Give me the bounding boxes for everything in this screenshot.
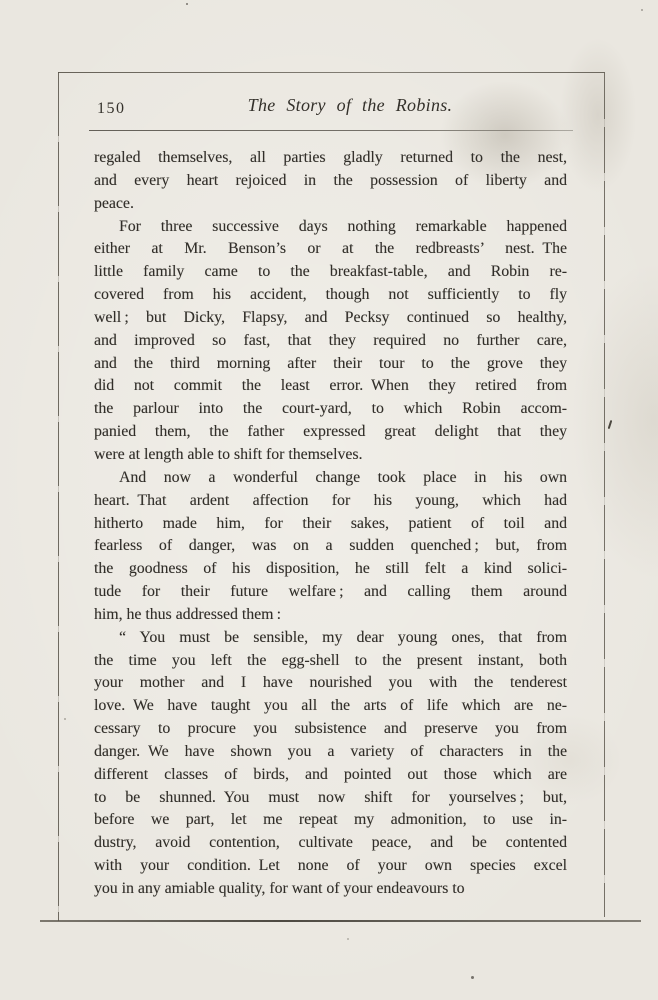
text-line: panied them, the father expressed great delight that they [94,423,567,441]
text-line: did not commit the least error. When they retired from [94,377,567,395]
page-frame-left [58,72,59,921]
text-line: well ; but Dicky, Flapsy, and Pecksy continued so healthy, [94,308,567,326]
text-line: and the third morning after their tour to the grove they [94,354,567,372]
text-line: and improved so fast, that they required no further care, [94,331,567,349]
scan-speck [186,3,188,5]
text-line: covered from his accident, though not sufficiently to fly [94,286,567,304]
text-line: and every heart rejoiced in the possession of liberty and [94,171,567,189]
text-line: peace. [94,194,134,212]
text-line: before we part, let me repeat my admonition, to use in- [94,811,567,829]
text-line: your mother and I have nourished you with the tenderest [94,674,567,692]
page-number: 150 [97,100,126,117]
text-line: little family came to the breakfast-table, and Robin re- [94,263,567,281]
page-frame-bottom [40,920,641,922]
text-line: “ You must be sensible, my dear young ones, that from [119,628,567,646]
text-line: the parlour into the court-yard, to which Robin accom- [94,400,567,418]
text-line: you in any amiable quality, for want of your endeavours to [94,880,465,897]
header-rule [89,130,573,131]
text-line: tude for their future welfare ; and calling them around [94,583,567,601]
text-line: regaled themselves, all parties gladly returned to the nest, [94,149,567,166]
scan-speck [347,938,349,940]
running-head-title: The Story of the Robins. [247,95,453,115]
text-line: For three successive days nothing remarkable happened [119,217,567,235]
text-line: with your condition. Let none of your own species excel [94,857,567,875]
text-line: danger. We have shown you a variety of characters in the [94,742,567,760]
scan-speck [471,976,474,979]
scan-speck [64,718,66,720]
text-line: were at length able to shift for themselves. [94,445,363,463]
text-line: the time you left the egg-shell to the present instant, both [94,651,567,669]
page-frame-top [58,72,605,73]
text-line: heart. That ardent affection for his young, which had [94,491,567,509]
text-line: fearless of danger, was on a sudden quenched ; but, from [94,537,567,555]
text-line: hitherto made him, for their sakes, patient of toil and [94,514,567,532]
text-line: the goodness of his disposition, he still felt a kind solici- [94,560,567,578]
text-line: to be shunned. You must now shift for yourselves ; but, [94,788,567,806]
text-line: love. We have taught you all the arts of life which are ne- [94,697,567,715]
text-line: him, he thus addressed them : [94,605,281,623]
text-body [94,147,567,901]
text-line: different classes of birds, and pointed out those which are [94,765,567,783]
text-line: cessary to procure you subsistence and preserve you from [94,720,567,738]
text-line: dustry, avoid contention, cultivate peace, and be contented [94,834,567,852]
text-line: either at Mr. Benson’s or at the redbreasts’ nest. The [94,240,567,258]
page-frame-right [604,73,605,917]
scan-speck [641,9,643,11]
text-line: And now a wonderful change took place in his own [119,468,567,486]
